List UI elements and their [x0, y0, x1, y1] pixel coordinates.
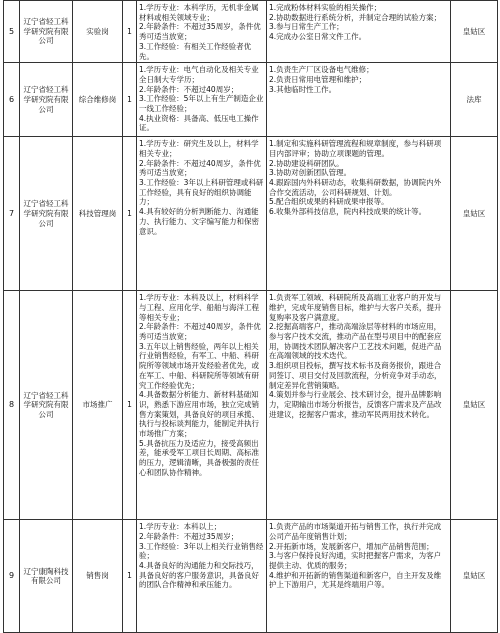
requirement-item: 2.年龄条件：不超过35周岁，条件优秀可适当放宽； [139, 22, 261, 42]
duty-item: 5.配合组织成果的科研成果申报等。 [269, 197, 389, 207]
company-name: 辽宁省轻工科学研究院有限公司 [20, 137, 73, 291]
duty-item: 3.组织项目投标，撰写技术标书及商务报价，跟进合同签订、项目交付及回款流程，分析竞争对手动态，制定差异化营销策略。 [269, 361, 442, 390]
headcount: 1 [123, 137, 137, 291]
duties-cell [267, 520, 451, 633]
company-name: 辽宁省轻工科学研究院有限公司 [20, 291, 73, 520]
duties-cell [267, 63, 451, 137]
headcount: 1 [123, 291, 137, 520]
table-row [4, 137, 498, 291]
position-name: 市场推广 [73, 291, 123, 520]
duty-item: 3.与客户保持良好沟通，实时把握客户需求，为客户提供主动、优质的服务； [269, 551, 442, 571]
duty-item: 2.开拓新市场，发展新客户，增加产品销售范围； [269, 541, 434, 551]
work-location: 皇姑区 [451, 520, 498, 633]
requirement-item: 4.具备数据分析能力、新材料基础知识，熟悉下游应用市场，独立完成销售方案策划，具备良好的项目承揽、执行与投标谈判能力，能制定并执行市场推广方案； [139, 390, 259, 439]
duty-item: 1.制定和实施科研管理流程和规章制度，参与科研项目内部评审；协助立项课题的管理。 [269, 139, 442, 158]
row-number: 5 [4, 1, 20, 63]
requirement-item: 3.工作经验：有相关工作经验者优先。 [139, 41, 252, 61]
requirements-cell [137, 63, 267, 137]
duties-cell [267, 291, 451, 520]
position-name: 销售岗 [73, 520, 123, 633]
table-row [4, 291, 498, 520]
requirement-item: 1.学历专业：本科及以上，材料科学与工程、应用化学、船舶与海洋工程等相关专业； [139, 293, 259, 322]
company-name: 辽宁省轻工科学研究院有限公司 [20, 1, 73, 63]
job-table [3, 0, 498, 633]
duties-cell [267, 1, 451, 63]
duty-item: 2.负责日常用电管理和维护； [269, 74, 367, 84]
duty-item: 1.完成粉体材料实验的相关操作； [269, 3, 382, 12]
requirements-cell [137, 1, 267, 63]
headcount: 1 [123, 63, 137, 137]
duty-item: 3.参与日常生产工作； [269, 22, 344, 32]
requirement-item: 2.年龄条件：不超过40周岁； [139, 84, 239, 94]
company-name: 辽宁康陶科技有限公司 [20, 520, 73, 633]
duty-item: 2.协助数据进行系统分析，并制定合理的试验方案； [269, 12, 442, 22]
requirements-cell [137, 291, 267, 520]
work-location: 法库 [451, 63, 498, 137]
table-row [4, 63, 498, 137]
duty-item: 4.策划并参与行业展会、技术研讨会，提升品牌影响力，定期输出市场分析报告，反馈客户需求及产品改进建议，挖掘客户需求，推动军民两用技术转化。 [269, 390, 442, 419]
table-row [4, 520, 498, 633]
requirement-item: 3.工作经验：5年以上有生产制造企业一线工作经验； [139, 94, 264, 114]
row-number: 7 [4, 137, 20, 291]
duty-item: 1.负责军工领域、科研院所及高端工业客户的开发与维护，完成年度销售目标，维护与大客户关系，提升复购率及客户满意度。 [269, 293, 442, 322]
requirement-item: 3.工作经验：3年以上科研管理或科研工作经验，具有良好的组织协调能力； [139, 178, 264, 207]
requirement-item: 1.学历专业：研究生及以上，材料学相关专业； [139, 139, 259, 158]
duty-item: 4.跟踪国内外科研动态，收集科研数据，协调院内外合作交流活动，公司科研规划、计划。 [269, 178, 442, 197]
requirement-item: 4.执业资格：具备高、低压电工操作证。 [139, 113, 259, 133]
duty-item: 2.挖掘高端客户，推动高端涂层等材料的市场应用，参与客户技术交流，推动产品在型号项目中的配套应用，协调技术团队解决客户工艺技术问题，促进产品在高端领域的技术迭代。 [269, 322, 442, 361]
duties-cell [267, 137, 451, 291]
requirement-item: 1.学历专业：电气自动化及相关专业 全日制大专学历； [139, 65, 259, 84]
duty-item: 4.完成办公室日常文件工作。 [269, 32, 367, 42]
duty-item: 3.其他临时性工作。 [269, 84, 337, 94]
requirements-cell [137, 520, 267, 633]
duty-item: 6.收集外部科技信息，院内科技成果的统计等。 [269, 207, 427, 217]
requirement-item: 4.具备良好的沟通能力和交际技巧，具备良好的客户服务意识，具备良好的团队合作精神和承压能力。 [139, 561, 259, 590]
requirement-item: 3.工作经验：3年以上相关行业销售经验； [139, 541, 264, 561]
table-row [4, 1, 498, 63]
position-name: 实验岗 [73, 1, 123, 63]
row-number: 6 [4, 63, 20, 137]
table-body [4, 1, 498, 633]
requirement-item: 3.五年以上销售经验，两年以上相关行业销售经验，有军工、中船、科研院所等领域市场开发经验者优先，或在军工、中船、科研院所等领域有研究工作经验优先； [139, 341, 259, 390]
duty-item: 3.协助对创新团队管理。 [269, 168, 352, 178]
duty-item: 1.负责生产厂区设备电气维修； [269, 65, 374, 75]
work-location: 皇姑区 [451, 1, 498, 63]
row-number: 9 [4, 520, 20, 633]
position-name: 综合维修岗 [73, 63, 123, 137]
requirement-item: 4.具有较好的分析判断能力、沟通能力、执行能力、文字编写能力和保密意识。 [139, 207, 259, 236]
requirement-item: 2.年龄条件：不超过40周岁，条件优秀可适当放宽； [139, 158, 261, 178]
requirement-item: 1.学历专业：本科学历，无机非金属材料或相关领域专业； [139, 3, 259, 22]
requirement-item: 1.学历专业：本科以上； [139, 522, 222, 532]
headcount: 1 [123, 520, 137, 633]
requirements-cell [137, 137, 267, 291]
work-location: 皇姑区 [451, 137, 498, 291]
work-location: 皇姑区 [451, 291, 498, 520]
duty-item: 2.协助建设科研团队。 [269, 158, 344, 168]
position-name: 科技管理岗 [73, 137, 123, 291]
duty-item: 1.负责产品的市场渠道开拓与销售工作，执行并完成公司产品年度销售计划； [269, 522, 442, 541]
company-name: 辽宁省轻工科学研究院有限公司 [20, 63, 73, 137]
requirement-item: 2.年龄条件：不超过40周岁，条件优秀可适当放宽； [139, 322, 261, 342]
duty-item: 4.维护和开拓新的销售渠道和新客户，自主开发及维护上下游用户，尤其是终端用户等。 [269, 570, 442, 590]
row-number: 8 [4, 291, 20, 520]
requirement-item: 5.具备抗压力及适应力，接受高频出差，能承受军工项目长周期、高标准的压力，逻辑清晰，具备极强的责任心和团队协作精神。 [139, 438, 259, 477]
requirement-item: 2.年龄条件：不超过35周岁； [139, 531, 239, 541]
headcount: 1 [123, 1, 137, 63]
